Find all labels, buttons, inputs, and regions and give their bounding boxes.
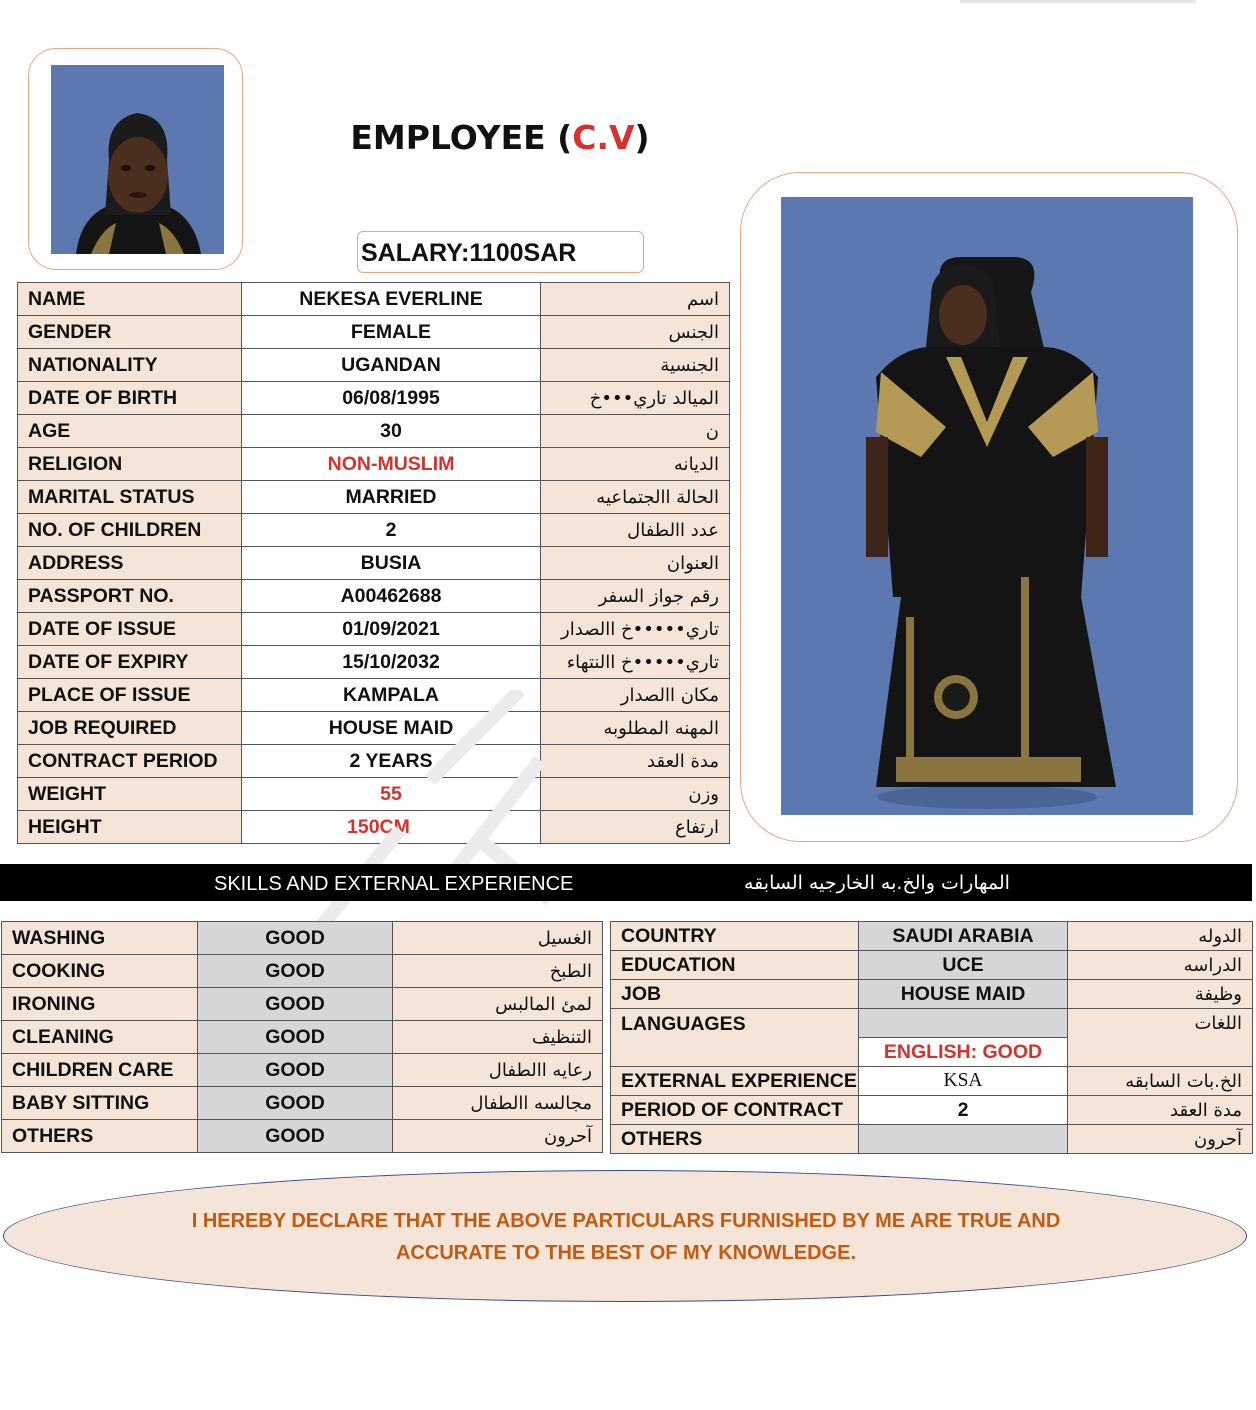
- row-label: HEIGHT: [18, 811, 242, 844]
- table-row: [18, 712, 730, 745]
- job-arabic-label: وظيفة: [1068, 980, 1253, 1009]
- table-row: [2, 1054, 603, 1087]
- row-arabic-label: تاري•••••خ االصدار: [541, 613, 730, 646]
- languages-english-value: ENGLISH: GOOD: [859, 1038, 1068, 1067]
- table-row: [18, 679, 730, 712]
- row-arabic-label: مكان االصدار: [541, 679, 730, 712]
- table-row: [2, 1021, 603, 1054]
- skills-section-band: [0, 864, 1252, 901]
- row-value: BUSIA: [242, 547, 541, 580]
- country-label: COUNTRY: [611, 922, 859, 951]
- row-value: 55: [242, 778, 541, 811]
- row-arabic-label: وزن: [541, 778, 730, 811]
- table-row: [18, 745, 730, 778]
- row-arabic-label: الجنس: [541, 316, 730, 349]
- row-label: ADDRESS: [18, 547, 242, 580]
- table-row: [18, 448, 730, 481]
- period-of-contract-value: 2: [859, 1096, 1068, 1125]
- top-edge-strip: [960, 0, 1196, 3]
- table-row: [611, 980, 1253, 1009]
- table-row: [18, 283, 730, 316]
- row-label: DATE OF EXPIRY: [18, 646, 242, 679]
- row-label: DATE OF BIRTH: [18, 382, 242, 415]
- row-value: UGANDAN: [242, 349, 541, 382]
- row-label: JOB REQUIRED: [18, 712, 242, 745]
- table-row: [2, 988, 603, 1021]
- skill-label: COOKING: [2, 955, 198, 988]
- row-value: 01/09/2021: [242, 613, 541, 646]
- row-value: HOUSE MAID: [242, 712, 541, 745]
- skill-label: CLEANING: [2, 1021, 198, 1054]
- salary-box: SALARY:1100SAR: [357, 231, 644, 273]
- skill-rating: GOOD: [198, 988, 393, 1021]
- education-value: UCE: [859, 951, 1068, 980]
- table-row: [2, 1087, 603, 1120]
- table-row: [611, 1096, 1253, 1125]
- languages-arabic-label: اللغات: [1068, 1009, 1253, 1067]
- row-label: RELIGION: [18, 448, 242, 481]
- table-row: [611, 922, 1253, 951]
- others-arabic-label: آحرون: [1068, 1125, 1253, 1154]
- skill-label: IRONING: [2, 988, 198, 1021]
- row-arabic-label: الجنسية: [541, 349, 730, 382]
- portrait-photo-frame: [28, 48, 243, 270]
- row-arabic-label: رقم جواز السفر: [541, 580, 730, 613]
- row-label: NAME: [18, 283, 242, 316]
- table-row: [18, 481, 730, 514]
- skills-table: [1, 921, 603, 1153]
- table-row: [611, 951, 1253, 980]
- country-arabic-label: الدوله: [1068, 922, 1253, 951]
- row-value: 30: [242, 415, 541, 448]
- row-arabic-label: الميالد تاري•••خ: [541, 382, 730, 415]
- skill-arabic-label: لمئ المالبس: [393, 988, 603, 1021]
- row-value: 2: [242, 514, 541, 547]
- personal-info-table: [17, 282, 730, 844]
- skills-band-arabic-title: المهارات والخ.به الخارجيه السابقه: [744, 872, 1010, 894]
- skill-arabic-label: التنظيف: [393, 1021, 603, 1054]
- external-experience-arabic-label: الخ.بات السابقه: [1068, 1067, 1253, 1096]
- education-arabic-label: الدراسه: [1068, 951, 1253, 980]
- experience-table: [610, 921, 1253, 1154]
- skill-rating: GOOD: [198, 1054, 393, 1087]
- others-value: [859, 1125, 1068, 1154]
- skill-arabic-label: آحرون: [393, 1120, 603, 1153]
- row-value: 06/08/1995: [242, 382, 541, 415]
- row-arabic-label: الديانه: [541, 448, 730, 481]
- declaration-text: I HEREBY DECLARE THAT THE ABOVE PARTICULARS FURNISHED BY ME ARE TRUE AND ACCURATE TO THE BEST OF MY KNOWLEDGE.: [191, 1210, 1061, 1264]
- table-row: [18, 316, 730, 349]
- row-value: NEKESA EVERLINE: [242, 283, 541, 316]
- languages-value: [859, 1009, 1068, 1038]
- job-label: JOB: [611, 980, 859, 1009]
- table-row: [2, 955, 603, 988]
- job-value: HOUSE MAID: [859, 980, 1068, 1009]
- row-label: AGE: [18, 415, 242, 448]
- table-row: [611, 1009, 1253, 1038]
- table-row: [2, 1120, 603, 1153]
- table-row: [611, 1067, 1253, 1096]
- row-value: 15/10/2032: [242, 646, 541, 679]
- row-label: NATIONALITY: [18, 349, 242, 382]
- row-label: WEIGHT: [18, 778, 242, 811]
- row-label: PASSPORT NO.: [18, 580, 242, 613]
- skill-arabic-label: مجالسه االطفال: [393, 1087, 603, 1120]
- skill-label: OTHERS: [2, 1120, 198, 1153]
- declaration-ellipse: [3, 1170, 1247, 1302]
- row-value: 2 YEARS: [242, 745, 541, 778]
- skill-arabic-label: الطبخ: [393, 955, 603, 988]
- table-row: [18, 778, 730, 811]
- education-label: EDUCATION: [611, 951, 859, 980]
- skill-rating: GOOD: [198, 1021, 393, 1054]
- table-row: [18, 382, 730, 415]
- external-experience-label: EXTERNAL EXPERIENCE: [611, 1067, 859, 1096]
- row-arabic-label: المهنه المطلوبه: [541, 712, 730, 745]
- skills-band-title: SKILLS AND EXTERNAL EXPERIENCE: [214, 873, 574, 895]
- table-row: [18, 811, 730, 844]
- skill-arabic-label: رعايه االطفال: [393, 1054, 603, 1087]
- skill-rating: GOOD: [198, 1087, 393, 1120]
- country-value: SAUDI ARABIA: [859, 922, 1068, 951]
- portrait-photo: [51, 65, 224, 254]
- table-row: [18, 415, 730, 448]
- row-label: NO. OF CHILDREN: [18, 514, 242, 547]
- page-title: EMPLOYEE (C.V): [350, 118, 650, 157]
- skill-arabic-label: الغسيل: [393, 922, 603, 955]
- full-body-photo: [781, 197, 1193, 815]
- table-row: [18, 646, 730, 679]
- table-row: [18, 514, 730, 547]
- table-row: [611, 1125, 1253, 1154]
- table-row: [18, 613, 730, 646]
- row-arabic-label: الحالة االجتماعيه: [541, 481, 730, 514]
- table-row: [2, 922, 603, 955]
- row-label: DATE OF ISSUE: [18, 613, 242, 646]
- row-value: FEMALE: [242, 316, 541, 349]
- external-experience-value: KSA: [859, 1067, 1068, 1096]
- others-label: OTHERS: [611, 1125, 859, 1154]
- row-arabic-label: مدة العقد: [541, 745, 730, 778]
- row-label: GENDER: [18, 316, 242, 349]
- skill-rating: GOOD: [198, 1120, 393, 1153]
- skill-label: BABY SITTING: [2, 1087, 198, 1120]
- row-label: MARITAL STATUS: [18, 481, 242, 514]
- row-label: PLACE OF ISSUE: [18, 679, 242, 712]
- row-arabic-label: ن: [541, 415, 730, 448]
- row-value: MARRIED: [242, 481, 541, 514]
- row-value: A00462688: [242, 580, 541, 613]
- skill-label: WASHING: [2, 922, 198, 955]
- table-row: [18, 349, 730, 382]
- period-of-contract-arabic-label: مدة العقد: [1068, 1096, 1253, 1125]
- row-value: KAMPALA: [242, 679, 541, 712]
- row-label: CONTRACT PERIOD: [18, 745, 242, 778]
- skill-rating: GOOD: [198, 955, 393, 988]
- period-of-contract-label: PERIOD OF CONTRACT: [611, 1096, 859, 1125]
- row-arabic-label: اسم: [541, 283, 730, 316]
- table-row: [18, 547, 730, 580]
- row-arabic-label: ارتفاع: [541, 811, 730, 844]
- full-body-photo-frame: [740, 172, 1238, 842]
- row-value: 150CM: [242, 811, 541, 844]
- skill-rating: GOOD: [198, 922, 393, 955]
- row-arabic-label: عدد االطفال: [541, 514, 730, 547]
- row-value: NON-MUSLIM: [242, 448, 541, 481]
- languages-label: LANGUAGES: [611, 1009, 859, 1067]
- row-arabic-label: تاري•••••خ االنتهاء: [541, 646, 730, 679]
- skill-label: CHILDREN CARE: [2, 1054, 198, 1087]
- table-row: [18, 580, 730, 613]
- row-arabic-label: العنوان: [541, 547, 730, 580]
